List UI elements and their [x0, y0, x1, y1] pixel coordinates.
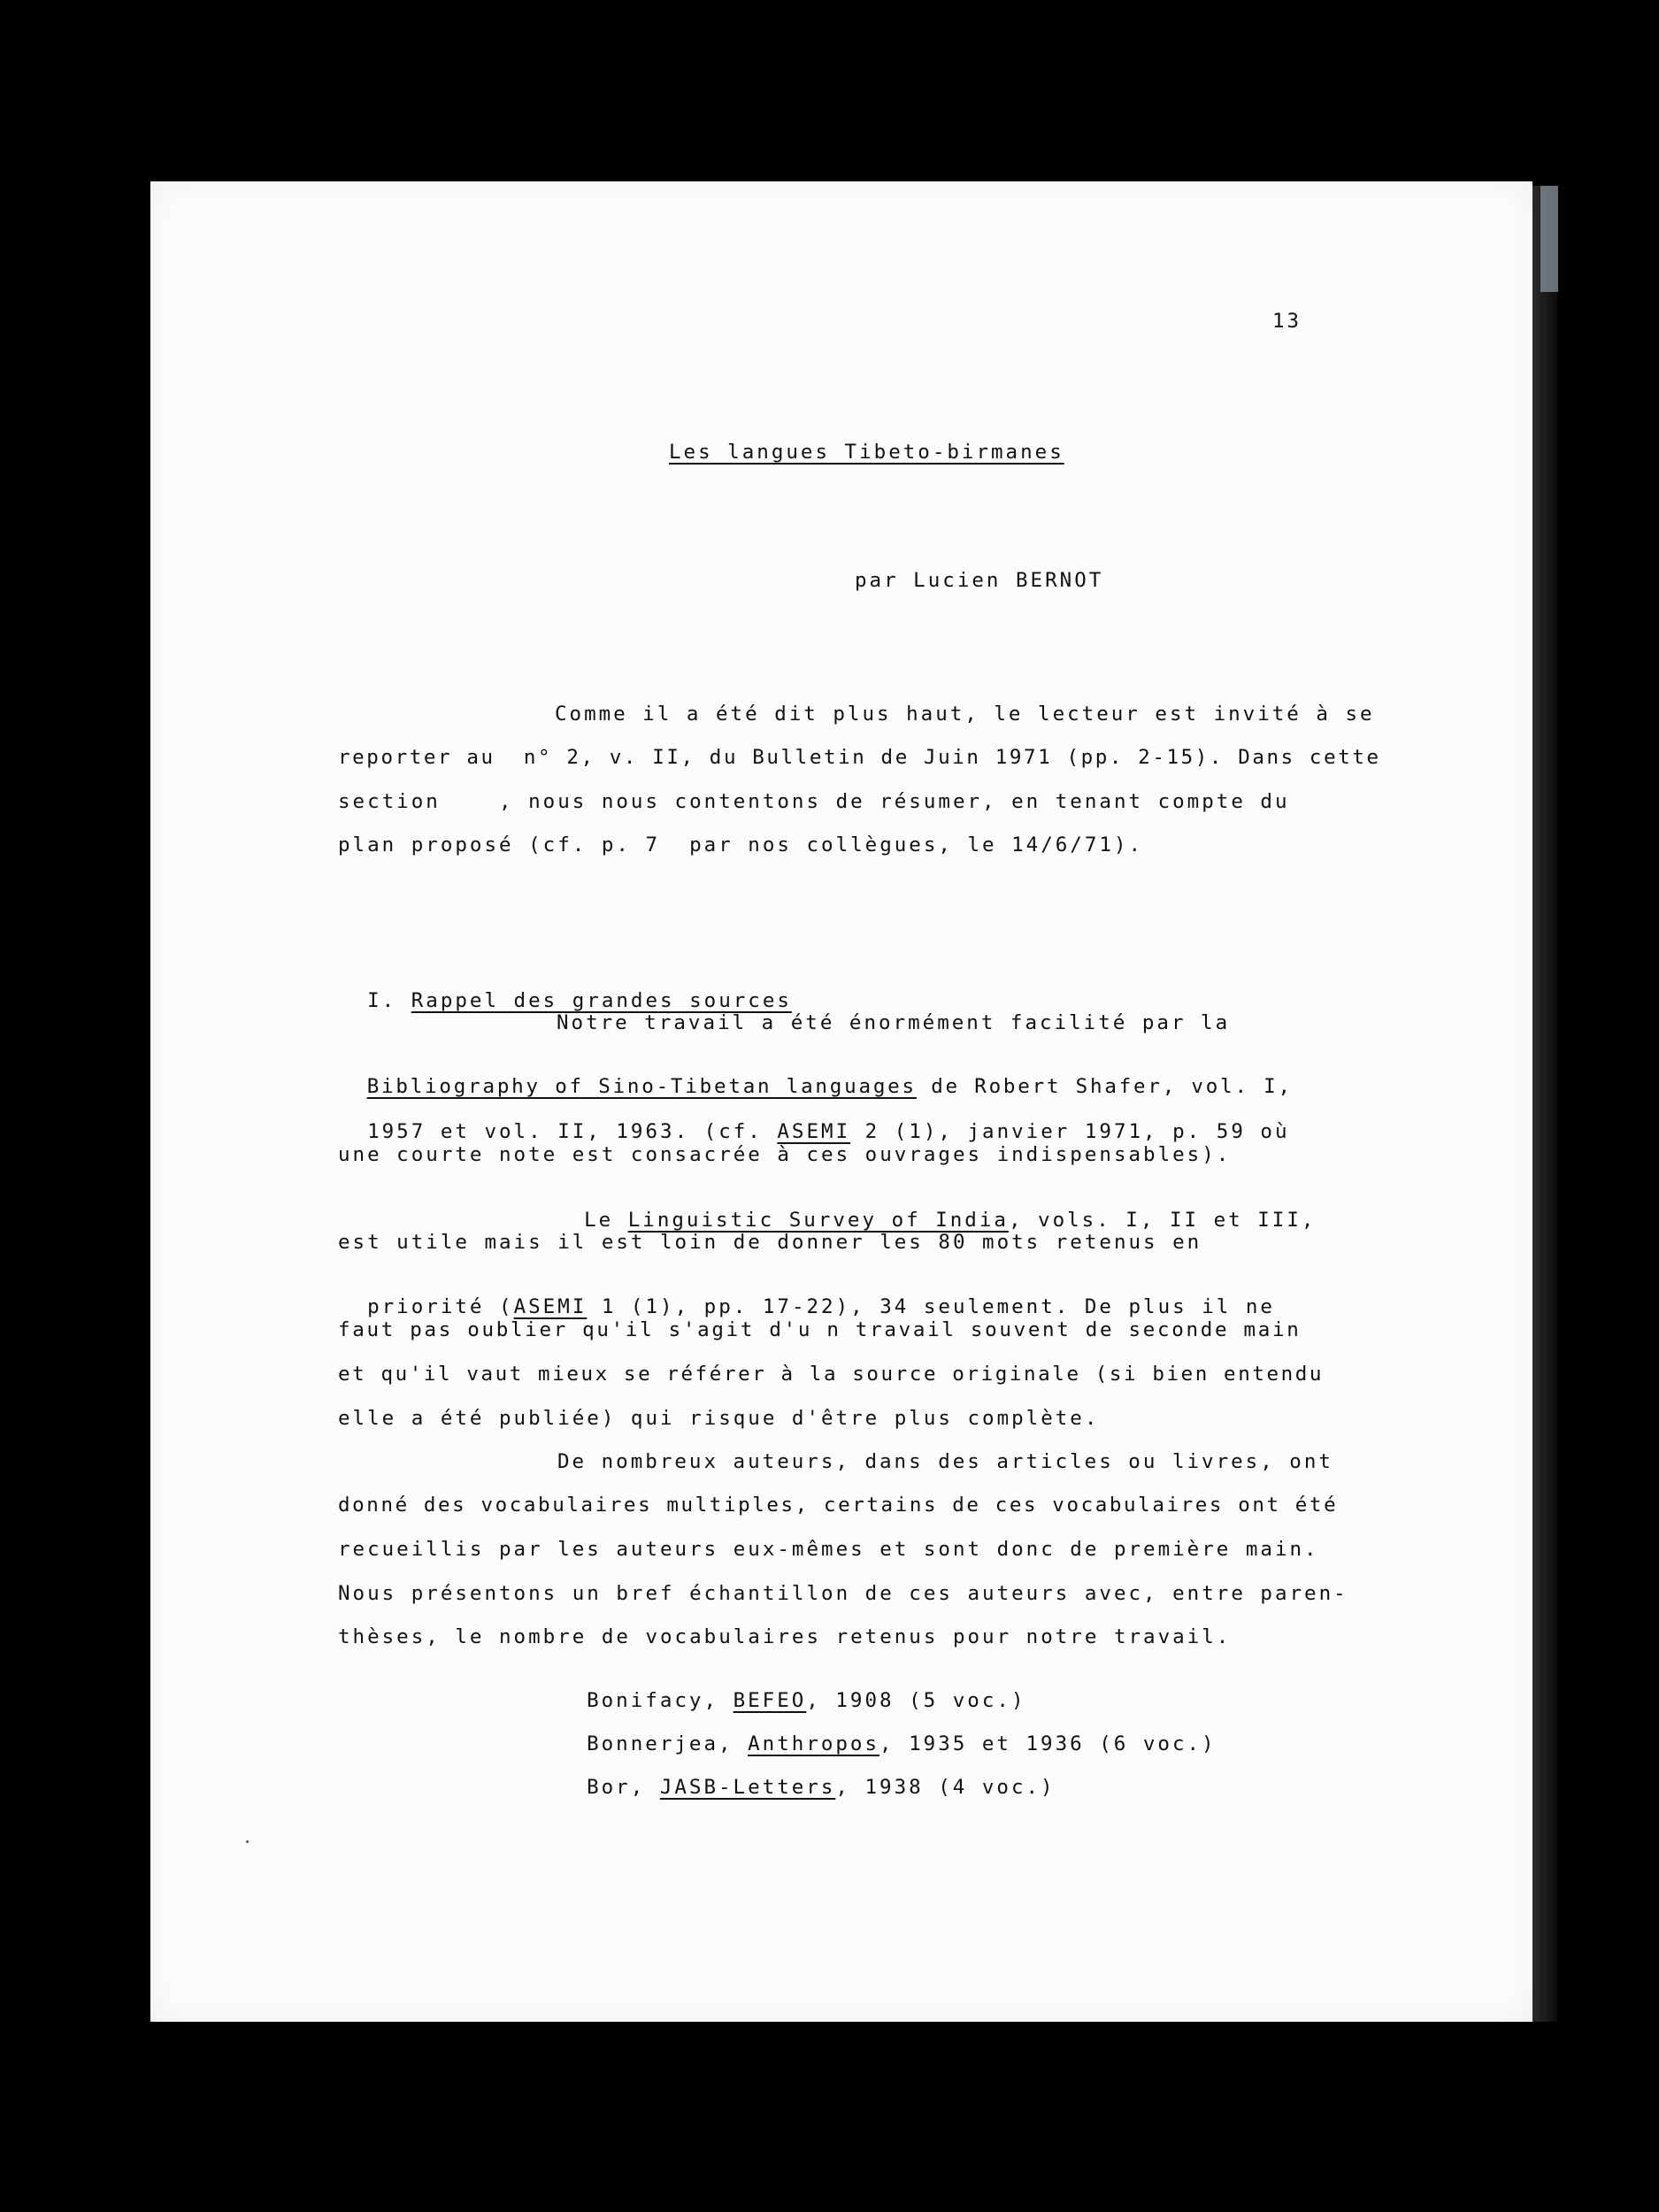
- p1-line-2-rest: de Robert Shafer, vol. I,: [916, 1074, 1293, 1098]
- p2-line-3-a: priorité (: [367, 1294, 514, 1318]
- p2-line-5: et qu'il vaut mieux se référer à la source originale (si bien entendu: [338, 1363, 1325, 1386]
- intro-line-2: reporter au n° 2, v. II, du Bulletin de Juin 1971 (pp. 2-15). Dans cette: [338, 746, 1381, 769]
- section-heading-number: I.: [367, 988, 411, 1012]
- p3-line-2: donné des vocabulaires multiples, certains de ces vocabulaires ont été: [338, 1494, 1339, 1517]
- p2-line-1-b: , vols. I, II et III,: [1008, 1208, 1317, 1232]
- page-number: 13: [1272, 310, 1302, 333]
- section-heading-text: Rappel des grandes sources: [411, 988, 792, 1012]
- p2-line-6: elle a été publiée) qui risque d'être plus complète.: [338, 1407, 1100, 1430]
- p3-line-1: De nombreux auteurs, dans des articles ou livres, ont: [557, 1450, 1333, 1473]
- p1-line-3-b: 2 (1), janvier 1971, p. 59 où: [850, 1119, 1290, 1143]
- page-tab-marker: [1540, 186, 1558, 292]
- source-journal: BEFEO: [733, 1688, 807, 1712]
- bibliography-title: Bibliography of Sino-Tibetan languages: [366, 1074, 917, 1098]
- source-details: , 1938 (4 voc.): [835, 1775, 1056, 1799]
- p2-line-3-b: 1 (1), pp. 17-22), 34 seulement. De plus il ne: [587, 1294, 1275, 1318]
- p2-line-1: [555, 1190, 1316, 1230]
- intro-line-3: section , nous nous contentons de résumer, en tenant compte du: [338, 790, 1290, 813]
- section-heading: [338, 971, 792, 1010]
- p1-line-4: une courte note est consacrée à ces ouvrages indispensables).: [338, 1143, 1232, 1166]
- article-author: par Lucien BERNOT: [855, 569, 1104, 592]
- p2-line-3: [338, 1277, 1275, 1317]
- p1-line-3: [338, 1102, 1290, 1141]
- p1-line-1: Notre travail a été énormément facilité par la: [557, 1011, 1231, 1034]
- source-journal: Anthropos: [748, 1732, 880, 1755]
- scan-speck: [246, 1840, 249, 1843]
- p1-line-3-a: 1957 et vol. II, 1963. (cf.: [367, 1119, 778, 1143]
- p2-line-4: faut pas oublier qu'il s'agit d'u n travail souvent de seconde main: [338, 1318, 1302, 1341]
- source-author: Bor,: [587, 1775, 660, 1799]
- source-details: , 1908 (5 voc.): [806, 1688, 1026, 1712]
- intro-line-4: plan proposé (cf. p. 7 par nos collègues, le 14/6/71).: [338, 833, 1144, 856]
- source-details: , 1935 et 1936 (6 voc.): [879, 1732, 1217, 1755]
- p2-line-2: est utile mais il est loin de donner les 80 mots retenus en: [338, 1231, 1202, 1254]
- intro-line-1: Comme il a été dit plus haut, le lecteur est invité à se: [555, 703, 1375, 726]
- article-title: Les langues Tibeto-birmanes: [669, 441, 1064, 464]
- p3-line-4: Nous présentons un bref échantillon de ces auteurs avec, entre paren-: [338, 1582, 1348, 1605]
- asemi-ref-1: ASEMI: [777, 1119, 851, 1143]
- source-journal: JASB-Letters: [659, 1775, 836, 1799]
- p3-line-5: thèses, le nombre de vocabulaires retenus pour notre travail.: [338, 1625, 1232, 1648]
- p3-line-3: recueillis par les auteurs eux-mêmes et sont donc de première main.: [338, 1538, 1319, 1561]
- p2-line-1-a: Le: [584, 1208, 628, 1232]
- p1-line-2: [338, 1056, 1293, 1096]
- source-author: Bonifacy,: [587, 1688, 733, 1712]
- linguistic-survey-title: Linguistic Survey of India: [627, 1208, 1009, 1232]
- source-item: [557, 1714, 1217, 1754]
- page-stack-edge: [1532, 186, 1557, 2022]
- source-item: [557, 1757, 1056, 1797]
- source-item: [557, 1671, 1026, 1710]
- asemi-ref-2: ASEMI: [513, 1294, 588, 1318]
- source-author: Bonnerjea,: [587, 1732, 749, 1755]
